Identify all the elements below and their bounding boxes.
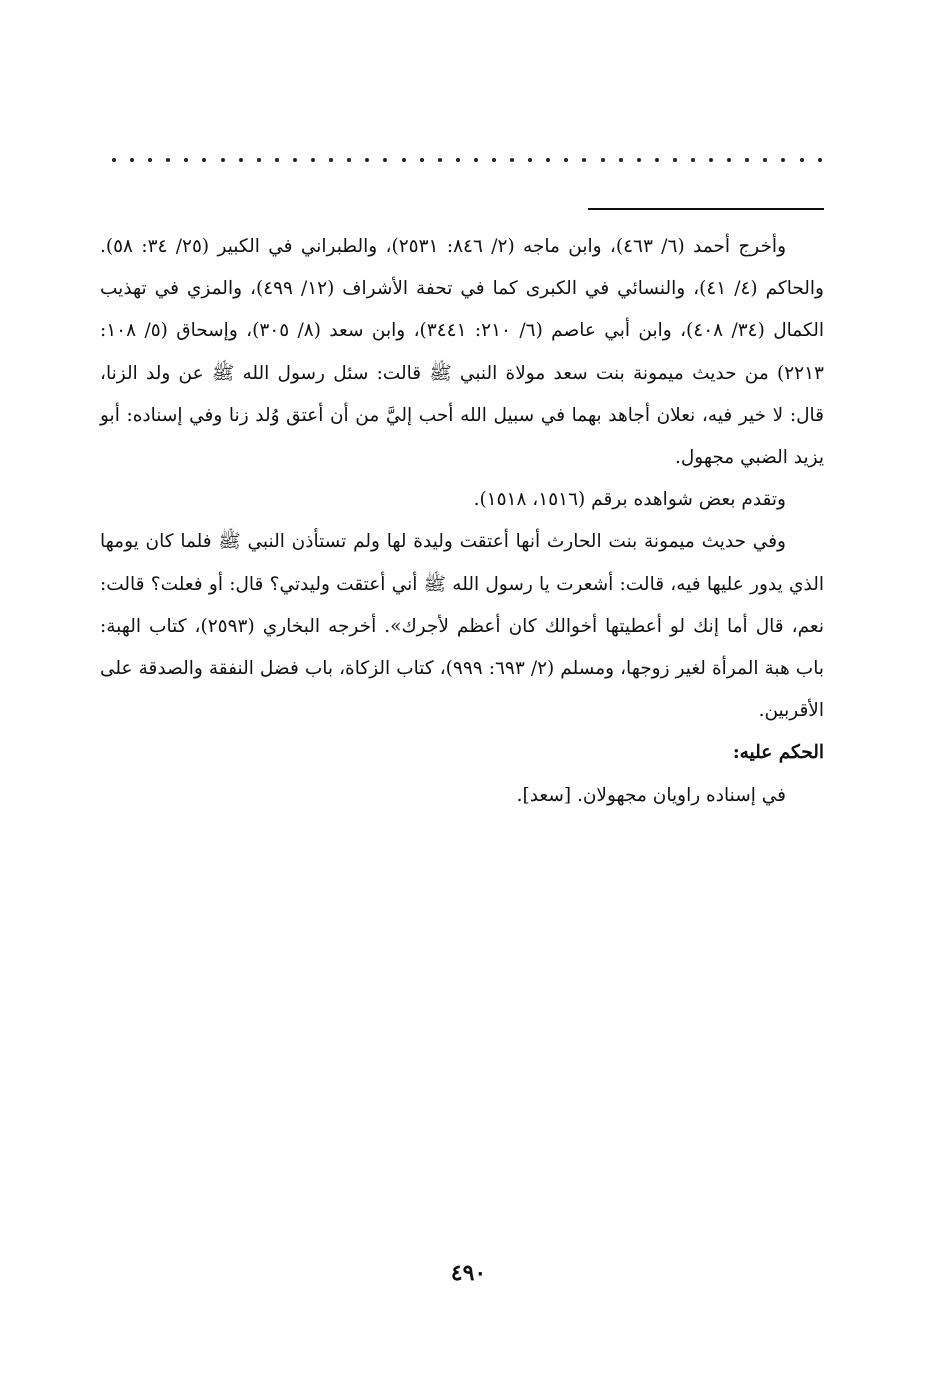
- separator-dot: [130, 158, 134, 162]
- separator-dot: [402, 158, 406, 162]
- separator-dot: [383, 158, 387, 162]
- separator-dot: [166, 158, 170, 162]
- separator-dots: [112, 150, 822, 170]
- separator-dot: [293, 158, 297, 162]
- separator-dot: [800, 158, 804, 162]
- separator-dot: [221, 158, 225, 162]
- separator-dot: [601, 158, 605, 162]
- separator-dot: [365, 158, 369, 162]
- paragraph-maymuna-hadith: وفي حديث ميمونة بنت الحارث أنها أعتقت وليدة لها ولم تستأذن النبي ﷺ فلما كان يومها الذي يدور عليها فيه، قالت: أشعرت يا رسول الله ﷺ أني أعتقت وليدتي؟ قال: أو فعلت؟ قالت: نعم، قال أما إنك لو أعطيتها أخوالك كان أعظم لأجرك». أخرجه البخاري (٢٥٩٣)، كتاب الهبة: باب هبة المرأة لغير زوجها، ومسلم (٢/ ٦٩٣: ٩٩٩)، كتاب الزكاة، باب فضل النفقة والصدقة على الأقربين.: [100, 531, 824, 722]
- separator-dot: [528, 158, 532, 162]
- paragraph-ruling: في إسناده راويان مجهولان. [سعد].: [516, 784, 786, 806]
- separator-dot: [202, 158, 206, 162]
- separator-dot: [781, 158, 785, 162]
- separator-dot: [655, 158, 659, 162]
- page-number: ٤٩٠: [450, 1260, 487, 1286]
- ruling-heading: الحكم عليه:: [732, 742, 824, 764]
- separator-dot: [727, 158, 731, 162]
- separator-dot: [311, 158, 315, 162]
- separator-dot: [619, 158, 623, 162]
- separator-dot: [564, 158, 568, 162]
- separator-dot: [691, 158, 695, 162]
- paragraph-takhrij: وأخرج أحمد (٦/ ٤٦٣)، وابن ماجه (٢/ ٨٤٦: ٢٥٣١)، والطبراني في الكبير (٢٥/ ٣٤: ٥٨). والحاكم (٤/ ٤١)، والنسائي في الكبرى كما في تحفة الأشراف (١٢/ ٤٩٩)، والمزي في تهذيب الكمال (٣٤/ ٤٠٨)، وابن أبي عاصم (٦/ ٢١٠: ٣٤٤١)، وابن سعد (٨/ ٣٠٥)، وإسحاق (٥/ ١٠٨: ٢٢١٣) من حديث ميمونة بنت سعد مولاة النبي ﷺ قالت: سئل رسول الله ﷺ عن ولد الزنا، قال: لا خير فيه، نعلان أجاهد بهما في سبيل الله أحب إليَّ من أن أعتق وُلد زنا وفي إسناده: أبو يزيد الضبي مجهول.: [100, 236, 824, 469]
- separator-dot: [420, 158, 424, 162]
- separator-dot: [474, 158, 478, 162]
- separator-dot: [546, 158, 550, 162]
- separator-dot: [763, 158, 767, 162]
- separator-dot: [673, 158, 677, 162]
- separator-dot: [582, 158, 586, 162]
- separator-dot: [148, 158, 152, 162]
- separator-dot: [456, 158, 460, 162]
- separator-dot: [257, 158, 261, 162]
- separator-dot: [275, 158, 279, 162]
- separator-dot: [438, 158, 442, 162]
- separator-dot: [709, 158, 713, 162]
- separator-dot: [184, 158, 188, 162]
- separator-dot: [818, 158, 822, 162]
- separator-dot: [112, 158, 116, 162]
- separator-dot: [745, 158, 749, 162]
- separator-dot: [347, 158, 351, 162]
- footnote-rule: [588, 208, 824, 210]
- separator-dot: [329, 158, 333, 162]
- separator-dot: [510, 158, 514, 162]
- separator-dot: [492, 158, 496, 162]
- page-body: [100, 226, 824, 817]
- separator-dot: [637, 158, 641, 162]
- paragraph-cross-reference: وتقدم بعض شواهده برقم (١٥١٦، ١٥١٨).: [473, 489, 786, 511]
- separator-dot: [239, 158, 243, 162]
